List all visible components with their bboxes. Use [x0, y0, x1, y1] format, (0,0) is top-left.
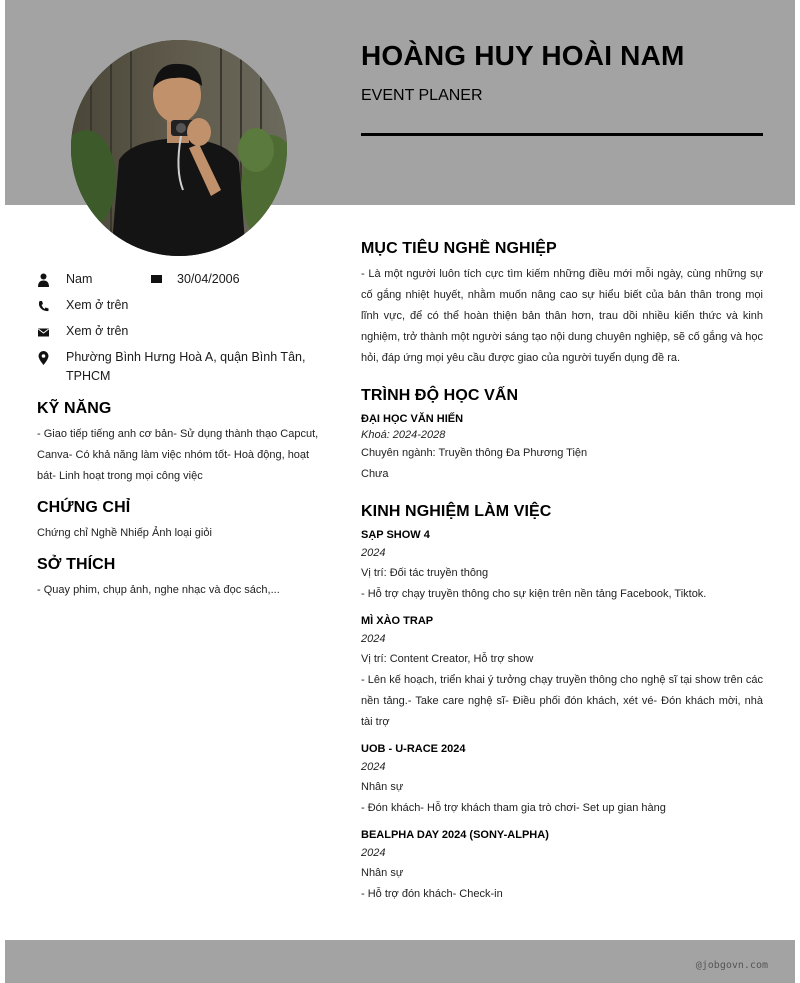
experience-role: Nhân sự: [361, 781, 404, 793]
watermark-text: @jobgovn.com: [695, 960, 768, 971]
certificates-text: Chứng chỉ Nghề Nhiếp Ảnh loại giỏi: [37, 527, 212, 539]
skills-text: - Giao tiếp tiếng anh cơ bản- Sử dụng thành thạo Capcut, Canva- Có khả năng làm việc nhóm tốt- Hoà động, hoạt bát- Linh hoạt trong mọi công việc: [37, 428, 319, 482]
experience-year: 2024: [361, 761, 386, 773]
experience-year: 2024: [361, 633, 386, 645]
left-column: [37, 270, 327, 601]
skills-heading: KỸ NĂNG: [37, 400, 112, 417]
email-value: Xem ở trên: [66, 324, 129, 338]
experience-desc: - Hỗ trợ chạy truyền thông cho sự kiện trên nền tảng Facebook, Tiktok.: [361, 588, 707, 600]
hobbies-heading: SỞ THÍCH: [37, 556, 116, 573]
phone-icon: [37, 299, 50, 313]
experience-entry: [361, 613, 763, 733]
birthday-value: 30/04/2006: [177, 272, 240, 286]
education-status: Chưa: [361, 468, 389, 480]
experience-role: Vị trí: Đối tác truyền thông: [361, 567, 489, 579]
phone-value: Xem ở trên: [66, 298, 129, 312]
person-icon: [37, 273, 50, 287]
experience-desc: - Đón khách- Hỗ trợ khách tham gia trò chơi- Set up gian hàng: [361, 802, 666, 814]
candidate-name: HOÀNG HUY HOÀI NAM: [361, 40, 685, 71]
objective-text: - Là một người luôn tích cực tìm kiếm những điều mới mỗi ngày, cùng những sự cố gắng nhiệt huyết, nhằm muốn nâng cao sự hiểu biết của bản thân trong mọi lĩnh vực, để có thể hoàn thiện bản thân hơn, trau dồi nhiều kiến thức và kinh nghiệm, trở thành một người sáng tạo nội dung chuyên nghiệp, sẽ cố gắng và học hỏi, đáp ứng mọi yêu cầu được giao của người tuyển dụng đề ra.: [361, 268, 763, 364]
right-column: [361, 240, 763, 913]
certificates-heading: CHỨNG CHỈ: [37, 499, 131, 516]
experience-entry: [361, 827, 763, 905]
gender-birthday-row: [37, 270, 327, 289]
experience-desc: - Hỗ trợ đón khách- Check-in: [361, 888, 503, 900]
education-period: Khoá: 2024-2028: [361, 429, 446, 441]
portrait-image: [71, 40, 287, 256]
profile-photo: [71, 40, 287, 256]
experience-heading: KINH NGHIỆM LÀM VIỆC: [361, 503, 552, 520]
experience-company: UOB - U-RACE 2024: [361, 743, 466, 755]
experience-entry: [361, 741, 763, 819]
school-name: ĐẠI HỌC VĂN HIẾN: [361, 413, 464, 425]
phone-row: [37, 296, 327, 315]
objective-heading: MỤC TIÊU NGHỀ NGHIỆP: [361, 240, 557, 257]
email-row: [37, 322, 327, 341]
gender-value: Nam: [66, 272, 93, 286]
hobbies-text: - Quay phim, chụp ảnh, nghe nhạc và đọc sách,...: [37, 584, 280, 596]
calendar-icon: [150, 273, 163, 287]
location-pin-icon: [37, 351, 50, 365]
envelope-icon: [37, 325, 50, 339]
title-divider: [361, 133, 763, 136]
experience-desc: - Lên kế hoạch, triển khai ý tưởng chạy truyền thông cho nghệ sĩ tại show trên các nền tảng.- Take care nghệ sĩ- Điều phối đón khách, xét vé- Đón khách mời, nhà tài trợ: [361, 674, 763, 728]
address-value: Phường Bình Hưng Hoà A, quận Bình Tân, TPHCM: [66, 350, 306, 383]
experience-company: MÌ XÀO TRAP: [361, 615, 434, 627]
experience-role: Vị trí: Content Creator, Hỗ trợ show: [361, 653, 534, 665]
education-major: Chuyên ngành: Truyền thông Đa Phương Tiện: [361, 447, 588, 459]
experience-company: BEALPHA DAY 2024 (SONY-ALPHA): [361, 829, 549, 841]
experience-year: 2024: [361, 847, 386, 859]
footer-band: [5, 940, 795, 983]
experience-entry: [361, 527, 763, 605]
experience-year: 2024: [361, 547, 386, 559]
experience-role: Nhân sự: [361, 867, 404, 879]
experience-company: SẠP SHOW 4: [361, 529, 430, 541]
address-row: [37, 348, 327, 386]
education-heading: TRÌNH ĐỘ HỌC VẤN: [361, 387, 519, 404]
job-title: EVENT PLANER: [361, 87, 483, 104]
